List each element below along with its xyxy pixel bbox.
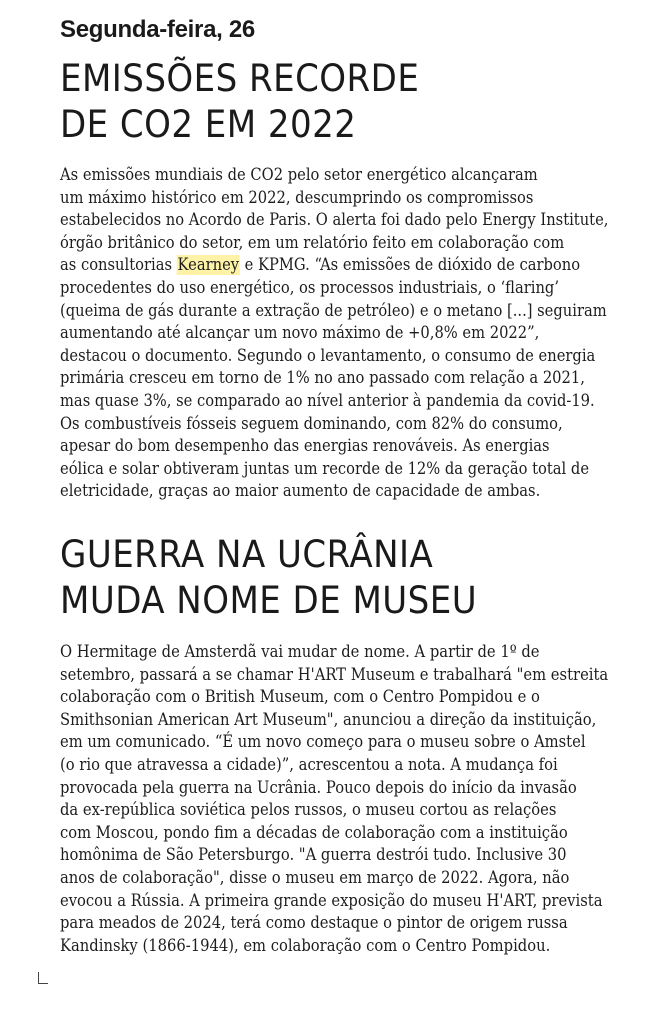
body-line: (o rio que atravessa a cidade)”, acrescentou a nota. A mudança foi bbox=[60, 754, 558, 775]
body-line: da ex-república soviética pelos russos, o museu cortou as relações bbox=[60, 800, 557, 821]
body-line: com Moscou, pondo fim a décadas de colaboração com a instituição bbox=[60, 822, 568, 843]
body-line: estabelecidos no Acordo de Paris. O alerta foi dado pelo Energy Institute, bbox=[60, 210, 609, 231]
body-line bbox=[60, 254, 608, 277]
article-1-body bbox=[60, 164, 663, 503]
body-line: provocada pela guerra na Ucrânia. Pouco depois do início da invasão bbox=[60, 777, 577, 798]
body-line: apesar do bom desempenho das energias renováveis. As energias bbox=[60, 436, 550, 457]
body-line: Smithsonian American Art Museum", anunciou a direção da instituição, bbox=[60, 709, 597, 730]
headline-line: EMISSÕES RECORDE bbox=[60, 57, 420, 100]
headline-line: MUDA NOME DE MUSEU bbox=[60, 579, 478, 622]
article-2-body bbox=[60, 641, 663, 957]
body-line: O Hermitage de Amsterdã vai mudar de nome. A partir de 1º de bbox=[60, 642, 540, 662]
body-line-rest: e KPMG. “As emissões de dióxido de carbono bbox=[239, 255, 581, 276]
body-line: eólica e solar obtiveram juntas um recorde de 12% da geração total de bbox=[60, 458, 590, 479]
article-2-headline bbox=[60, 532, 477, 624]
article-1-headline bbox=[60, 56, 419, 148]
dateline: Segunda-feira, 26 bbox=[60, 16, 255, 43]
body-line: em um comunicado. “É um novo começo para o museu sobre o Amstel bbox=[60, 732, 586, 753]
body-line: para meados de 2024, terá como destaque o pintor de origem russa bbox=[60, 913, 568, 934]
body-line: primária cresceu em torno de 1% no ano passado com relação a 2021, bbox=[60, 368, 585, 389]
body-line: Os combustíveis fósseis seguem dominando, com 82% do consumo, bbox=[60, 413, 563, 434]
headline-line: GUERRA NA UCRÂNIA bbox=[60, 533, 434, 576]
body-line: procedentes do uso energético, os processos industriais, o ‘flaring’ bbox=[60, 277, 560, 298]
body-line: mas quase 3%, se comparado ao nível anterior à pandemia da covid-19. bbox=[60, 390, 595, 411]
body-line: eletricidade, graças ao maior aumento de capacidade de ambas. bbox=[60, 481, 541, 502]
body-line: anos de colaboração", disse o museu em março de 2022. Agora, não bbox=[60, 867, 570, 888]
crop-mark bbox=[38, 972, 48, 984]
body-line: colaboração com o British Museum, com o Centro Pompidou e o bbox=[60, 687, 540, 708]
body-line: evocou a Rússia. A primeira grande exposição do museu H'ART, prevista bbox=[60, 890, 603, 911]
body-line-start: as consultorias bbox=[60, 255, 177, 276]
body-line: destacou o documento. Segundo o levantamento, o consumo de energia bbox=[60, 345, 596, 366]
body-line: órgão britânico do setor, em um relatório feito em colaboração com bbox=[60, 232, 565, 253]
body-line: homônima de São Petersburgo. "A guerra destrói tudo. Inclusive 30 bbox=[60, 845, 567, 866]
body-line: (queima de gás durante a extração de petróleo) e o metano [...] seguiram bbox=[60, 300, 607, 321]
body-line: um máximo histórico em 2022, descumprindo os compromissos bbox=[60, 187, 534, 208]
body-line: aumentando até alcançar um novo máximo de +0,8% em 2022”, bbox=[60, 323, 540, 344]
highlighted-word: Kearney bbox=[177, 255, 240, 276]
body-line: setembro, passará a se chamar H'ART Museum e trabalhará "em estreita bbox=[60, 664, 609, 685]
headline-line: DE CO2 EM 2022 bbox=[60, 103, 357, 146]
body-line: Kandinsky (1866-1944), em colaboração com o Centro Pompidou. bbox=[60, 935, 551, 956]
body-line: As emissões mundiais de CO2 pelo setor energético alcançaram bbox=[60, 165, 538, 185]
